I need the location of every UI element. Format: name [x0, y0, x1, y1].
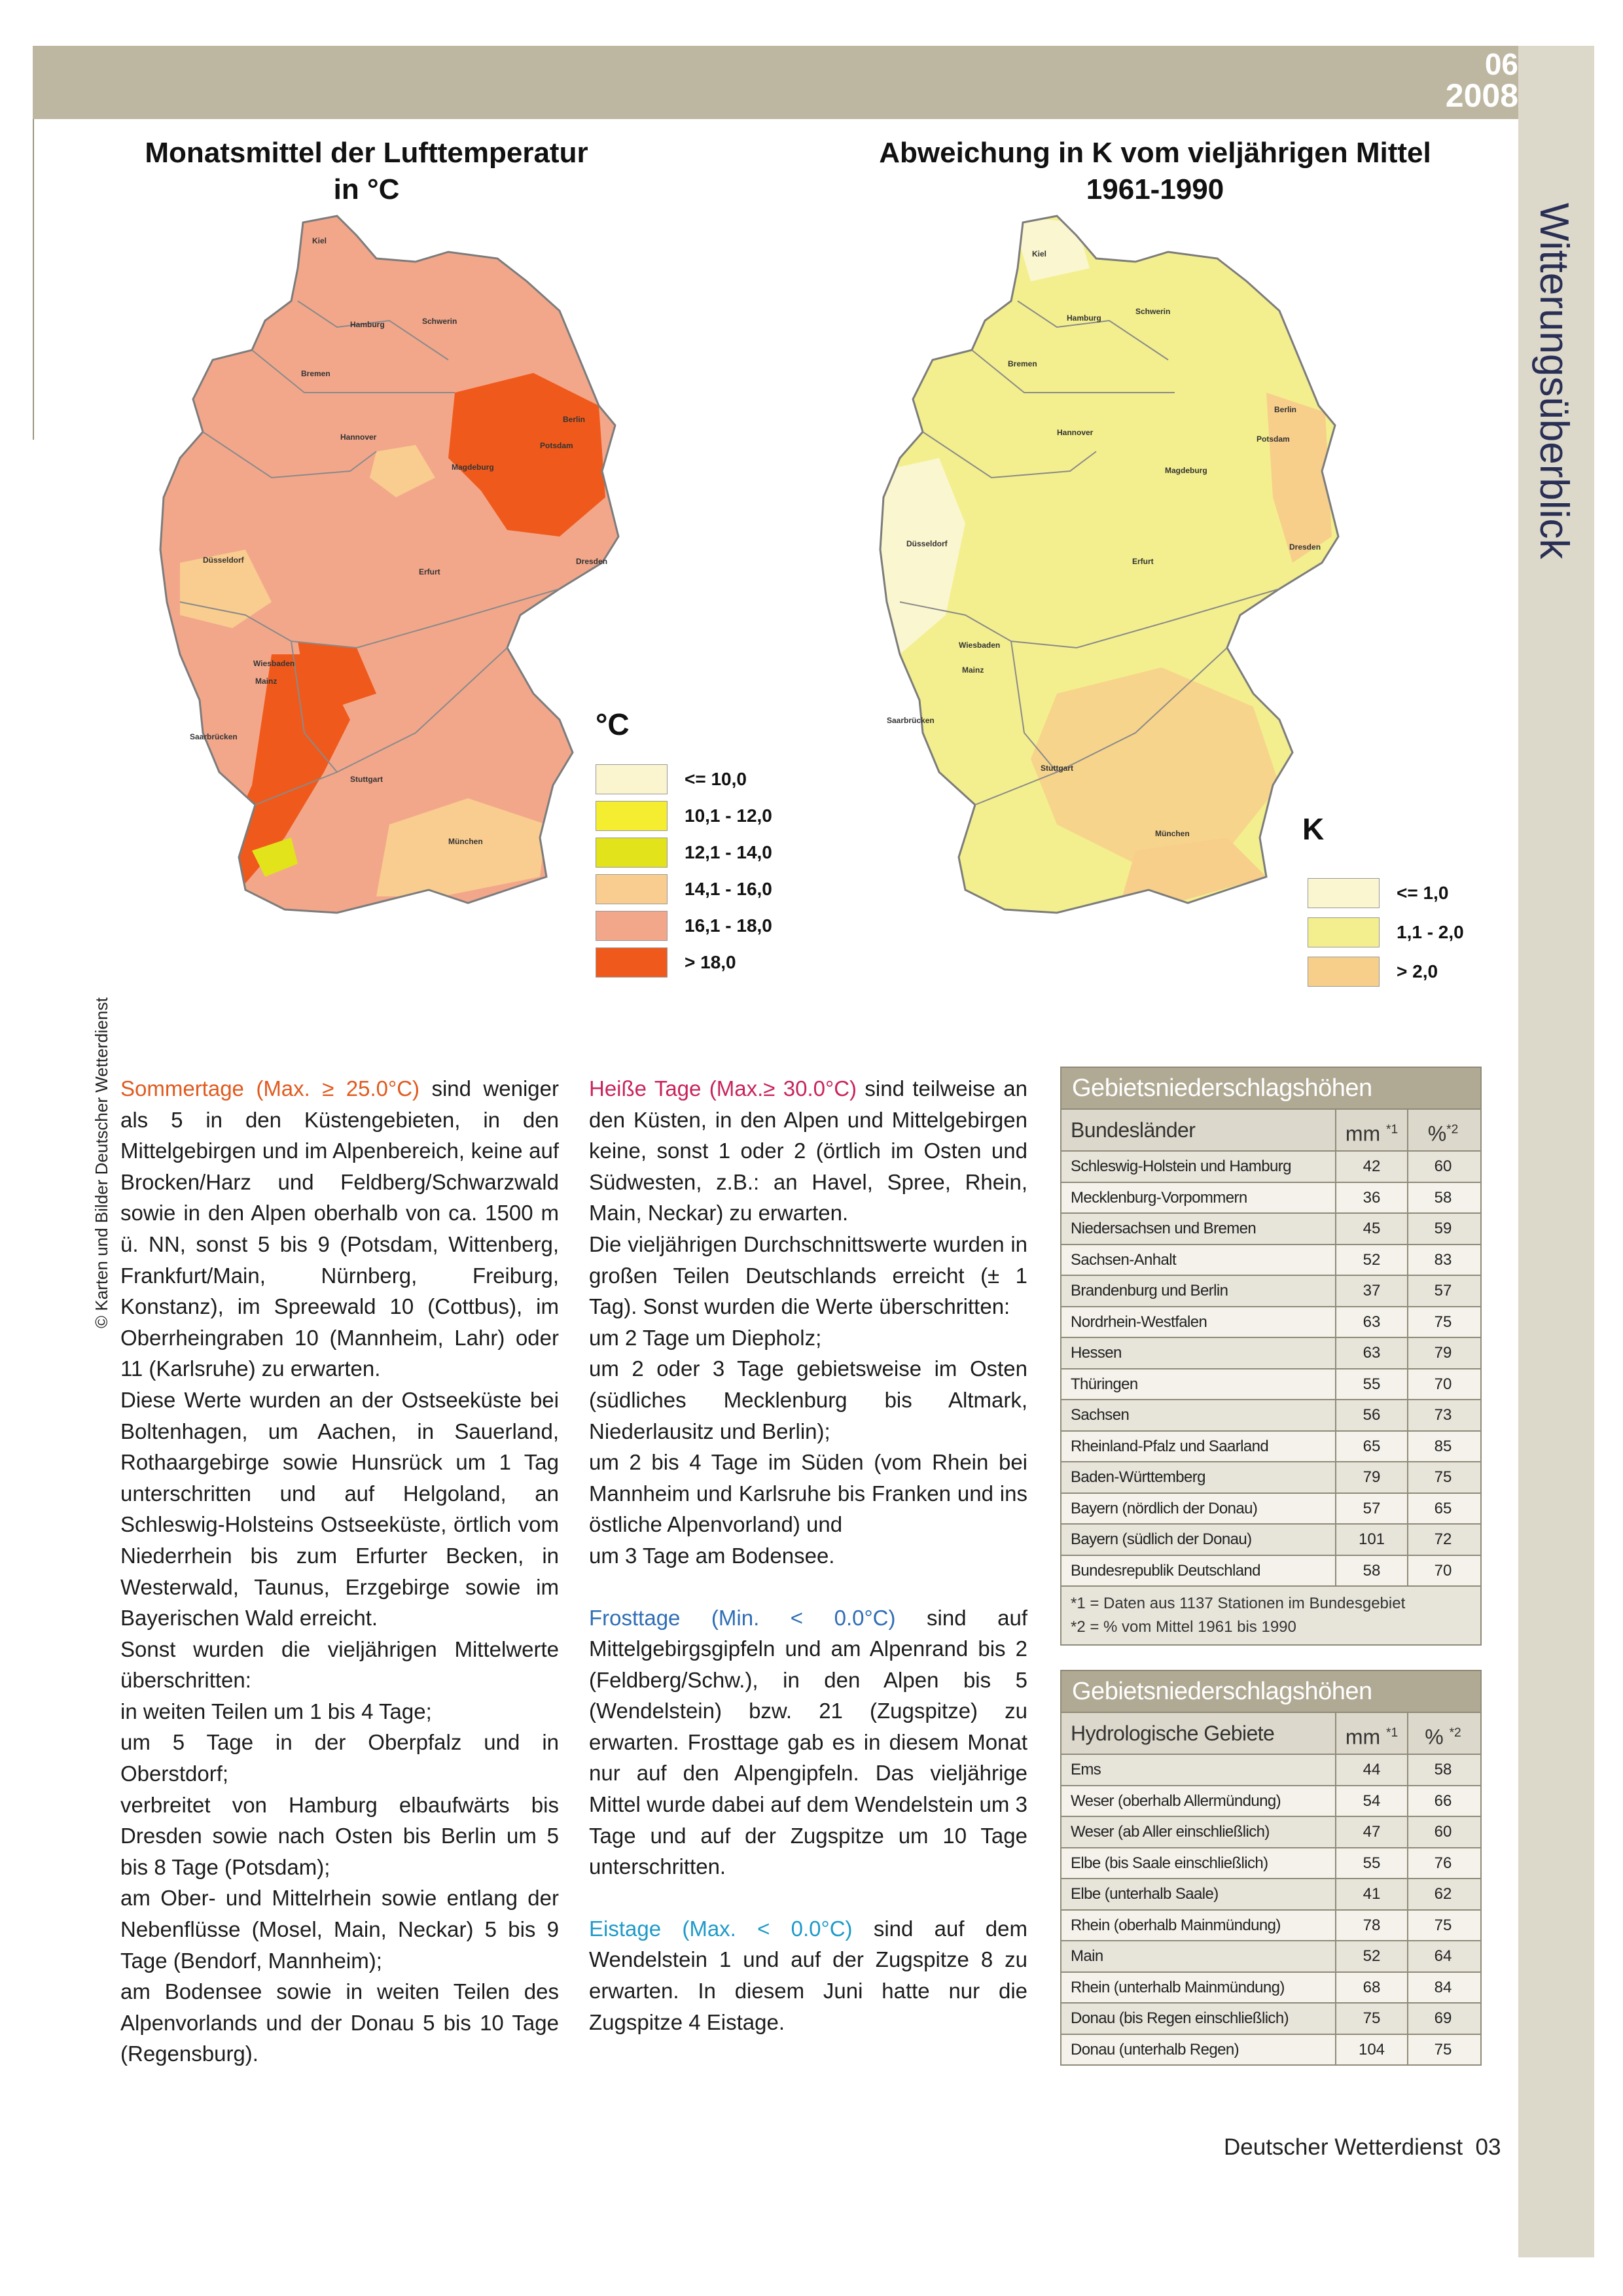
table-cell-pc: 57	[1434, 1282, 1452, 1299]
table-cell-mm: 78	[1336, 1911, 1408, 1941]
map1-city-bremen: Bremen	[301, 369, 330, 378]
map2-city-bremen: Bremen	[1008, 359, 1037, 368]
map1-legend-item	[596, 838, 772, 868]
table-row	[1061, 1492, 1480, 1524]
table-row	[1061, 1754, 1480, 1785]
table2-header	[1061, 1712, 1480, 1754]
col1-para-7: am Ober- und Mittelrhein sowie entlang der Nebenflüsse (Mosel, Main, Neckar) 5 bis 9 Tage (Bendorf, Mannheim);	[120, 1886, 559, 1973]
table-cell-name: Sachsen-Anhalt	[1061, 1245, 1336, 1275]
table-cell-mm: 57	[1336, 1494, 1408, 1524]
table2-title: Gebietsniederschlagshöhen	[1061, 1671, 1480, 1712]
table-cell-mm: 41	[1336, 1879, 1408, 1909]
table-cell-pc: 58	[1434, 1188, 1452, 1207]
map2-legend-swatch	[1308, 917, 1380, 947]
side-title	[1531, 203, 1577, 559]
map2-city-kiel: Kiel	[1032, 249, 1047, 258]
table1-note-2: *2 = % vom Mittel 1961 bis 1990	[1071, 1618, 1296, 1636]
table-cell-pc: 83	[1434, 1250, 1452, 1269]
table2-col-mm: mm $^{*1}$	[1336, 1713, 1408, 1754]
col2-text-heisse-tage: sind teilweise an den Küsten, in den Alpen und Mittelgebirgen keine, sonst 1 oder 2 (örtlich im Osten und Südwesten, z.B.: an Havel, Spree, Rhein, Main, Neckar) zu erwarten.	[589, 1076, 1027, 1226]
table-cell-name: Bayern (nördlich der Donau)	[1061, 1494, 1336, 1524]
table-cell-mm: 58	[1336, 1556, 1408, 1586]
text-column-2	[589, 1073, 1027, 2038]
table-row	[1061, 1306, 1480, 1337]
map1-city-stuttgart: Stuttgart	[350, 775, 383, 784]
table-cell-name: Baden-Württemberg	[1061, 1462, 1336, 1492]
table-cell-pc: 64	[1434, 1947, 1452, 1965]
table-cell-name: Weser (ab Aller einschließlich)	[1061, 1817, 1336, 1847]
table-cell-pc: 65	[1434, 1499, 1452, 1517]
map2-city-schwerin: Schwerin	[1135, 307, 1171, 316]
map1-city-saarbruecken: Saarbrücken	[190, 732, 238, 741]
map1-legend-item	[596, 764, 747, 794]
table1-title: Gebietsniederschlagshöhen	[1061, 1068, 1480, 1108]
col2-para-2: Die vieljährigen Durchschnittswerte wurden in großen Teilen Deutschlands erreicht (± 1 Tag). Sonst wurden die Werte überschritten:	[589, 1231, 1027, 1319]
col1-para-sommertage	[120, 1073, 559, 1385]
map1-city-mainz: Mainz	[255, 677, 277, 686]
table-cell-name: Main	[1061, 1941, 1336, 1971]
table1-col-pct: %$^{*2}$	[1427, 1122, 1459, 1146]
table-cell-pc: 60	[1434, 1823, 1452, 1841]
table-cell-mm: 63	[1336, 1338, 1408, 1368]
table-cell-mm: 104	[1336, 2035, 1408, 2065]
map2-legend-swatch	[1308, 878, 1380, 908]
side-title-text: Witterungsüberblick	[1531, 203, 1577, 559]
table-cell-pc: 69	[1434, 2009, 1452, 2027]
table-cell-name: Schleswig-Holstein und Hamburg	[1061, 1152, 1336, 1182]
map1-city-magdeburg: Magdeburg	[452, 463, 494, 472]
table-cell-name: Weser (oberhalb Allermündung)	[1061, 1786, 1336, 1816]
table-cell-pc: 59	[1434, 1220, 1452, 1237]
image-credit	[92, 936, 118, 1328]
col2-para-4: um 2 oder 3 Tage gebietsweise im Osten (südliches Mecklenburg bis Altmark, Niederlausitz und Berlin);	[589, 1356, 1027, 1443]
map1-legend-swatch	[596, 838, 668, 868]
table-row	[1061, 1816, 1480, 1847]
table-row	[1061, 1430, 1480, 1462]
map1-legend-item	[596, 874, 772, 904]
table-row	[1061, 2034, 1480, 2065]
table-row	[1061, 1878, 1480, 1909]
col2-para-3: um 2 Tage um Diepholz;	[589, 1325, 822, 1350]
col1-para-3: Sonst wurden die vieljährigen Mittelwerte überschritten:	[120, 1636, 559, 1693]
map2-city-magdeburg: Magdeburg	[1165, 466, 1207, 475]
table-cell-name: Niedersachsen und Bremen	[1061, 1214, 1336, 1244]
col2-para-eistage	[589, 1913, 1027, 2038]
map2-city-duesseldorf: Düsseldorf	[906, 539, 948, 548]
table-cell-name: Donau (unterhalb Regen)	[1061, 2035, 1336, 2065]
map2-city-hamburg: Hamburg	[1067, 313, 1101, 323]
map2-city-muenchen: München	[1155, 829, 1190, 838]
table-cell-mm: 42	[1336, 1152, 1408, 1182]
table-cell-name: Nordrhein-Westfalen	[1061, 1307, 1336, 1337]
precip-table-states	[1060, 1067, 1482, 1646]
footer-org: Deutscher Wetterdienst	[1224, 2134, 1463, 2160]
map2-city-stuttgart: Stuttgart	[1041, 764, 1073, 773]
table-cell-mm: 63	[1336, 1307, 1408, 1337]
map1-legend-label: <= 10,0	[685, 769, 747, 789]
table-cell-mm: 79	[1336, 1462, 1408, 1492]
table-cell-name: Sachsen	[1061, 1400, 1336, 1430]
map1-city-potsdam: Potsdam	[540, 441, 573, 450]
map1-legend-swatch	[596, 801, 668, 831]
map1-legend-label: > 18,0	[685, 952, 736, 972]
table-cell-mm: 37	[1336, 1276, 1408, 1306]
table-row	[1061, 1847, 1480, 1879]
table2-col-pct: % $^{*2}$	[1425, 1725, 1461, 1749]
table-cell-mm: 101	[1336, 1525, 1408, 1555]
table1-note-1: *1 = Daten aus 1137 Stationen im Bundesgebiet	[1071, 1595, 1406, 1612]
table-row	[1061, 1150, 1480, 1182]
map2-title-line1: Abweichung in K vom vieljährigen Mittel	[879, 137, 1431, 169]
map1-legend-swatch	[596, 911, 668, 941]
table1-header	[1061, 1108, 1480, 1150]
table-cell-pc: 85	[1434, 1437, 1452, 1455]
table-cell-pc: 58	[1434, 1761, 1452, 1778]
map1-legend-label: 16,1 - 18,0	[685, 915, 772, 936]
map2-city-saarbruecken: Saarbrücken	[887, 716, 935, 725]
table-cell-name: Brandenburg und Berlin	[1061, 1276, 1336, 1306]
col1-lead-sommertage: Sommertage (Max. ≥ 25.0°C)	[120, 1076, 420, 1101]
table-cell-pc: 75	[1434, 2040, 1452, 2058]
table-cell-name: Elbe (bis Saale einschließlich)	[1061, 1848, 1336, 1879]
col2-lead-heisse-tage: Heiße Tage (Max.≥ 30.0°C)	[589, 1076, 857, 1101]
col2-para-5: um 2 bis 4 Tage im Süden (vom Rhein bei Mannheim und Karlsruhe bis Franken und ins östliche Alpenvorland) und	[589, 1450, 1027, 1537]
col2-para-heisse-tage	[589, 1073, 1027, 1229]
table-cell-mm: 68	[1336, 1973, 1408, 2003]
map2-legend-label: <= 1,0	[1397, 883, 1449, 903]
table-cell-mm: 55	[1336, 1848, 1408, 1879]
table-cell-pc: 75	[1434, 1468, 1452, 1486]
col1-para-2: Diese Werte wurden an der Ostseeküste bei Boltenhagen, um Aachen, in Sauerland, Rothaargebirge sowie Hunsrück um 1 Tag unterschritten und auf Helgoland, an Schleswig-Holsteins Ostseeküste, örtlich vom Niederrhein bis zum Erfurter Becken, in Westerwald, Taunus, Erzgebirge sowie im Bayerischen Wald erreicht.	[120, 1387, 559, 1631]
map1-city-dresden: Dresden	[576, 557, 608, 566]
col1-text-sommertage: sind weniger als 5 in den Küstengebieten, in den Mittelgebirgen und im Alpenbereich, keine auf Brocken/Harz und Feldberg/Schwarzwald sowie in den Alpen oberhalb von ca. 1500 m ü. NN, sonst 5 bis 9 (Potsdam, Wittenberg, Frankfurt/Main, Nürnberg, Freiburg, Konstanz), im Spreewald 10 (Cottbus), im Oberrheingraben 10 (Mannheim, Lahr) oder 11 (Karlsruhe) zu erwarten.	[120, 1076, 559, 1381]
table-cell-pc: 72	[1434, 1530, 1452, 1548]
table-row	[1061, 1523, 1480, 1555]
table-cell-name: Rhein (unterhalb Mainmündung)	[1061, 1973, 1336, 2003]
table-cell-pc: 79	[1434, 1344, 1452, 1362]
table-cell-pc: 76	[1434, 1854, 1452, 1872]
map2-legend-label: 1,1 - 2,0	[1397, 922, 1464, 942]
map1-legend-item	[596, 911, 772, 941]
table-row	[1061, 2002, 1480, 2034]
col1-para-4: in weiten Teilen um 1 bis 4 Tage;	[120, 1699, 432, 1723]
table1-notes	[1061, 1585, 1480, 1644]
table-cell-pc: 66	[1434, 1792, 1452, 1810]
table-row	[1061, 1212, 1480, 1244]
col2-text-frosttage: sind auf Mittelgebirgsgipfeln und am Alpenrand bis 2 (Feldberg/Schw.), in den Alpen bis 5 (Wendelstein) bzw. 21 (Zugspitze) zu erwarten. Frosttage gab es in diesem Monat nur auf den Alpengipfeln. Das vieljährige Mittel wurde dabei auf dem Wendelstein um 3 Tage und auf der Zugspitze um 10 Tage unterschritten.	[589, 1605, 1028, 1879]
anomaly-map	[861, 196, 1358, 936]
col2-text-eistage: sind auf dem Wendelstein 1 und auf der Zugspitze 8 zu erwarten. In diesem Juni hatte nur die Zugspitze 4 Eistage.	[589, 1916, 1027, 2034]
map1-city-erfurt: Erfurt	[419, 567, 440, 576]
col2-spacer-2	[589, 1882, 1027, 1913]
table-cell-pc: 62	[1434, 1885, 1452, 1903]
table2-body	[1061, 1754, 1480, 2064]
table-cell-mm: 54	[1336, 1786, 1408, 1816]
col2-lead-frosttage: Frosttage (Min. < 0.0°C)	[589, 1605, 896, 1630]
table-row	[1061, 1244, 1480, 1275]
table-row	[1061, 1909, 1480, 1941]
map2-legend-title: K	[1302, 812, 1325, 846]
col2-lead-eistage: Eistage (Max. < 0.0°C)	[589, 1916, 853, 1941]
map1-legend-item	[596, 947, 736, 978]
table-row	[1061, 1555, 1480, 1586]
table-cell-pc: 70	[1434, 1561, 1452, 1580]
map1-city-hannover: Hannover	[340, 433, 377, 442]
table-cell-name: Ems	[1061, 1755, 1336, 1785]
map2-legend-swatch	[1308, 957, 1380, 987]
map1-city-kiel: Kiel	[312, 236, 327, 245]
table-cell-mm: 45	[1336, 1214, 1408, 1244]
page-number: 03	[1475, 2134, 1501, 2160]
issue-month: 06	[1484, 47, 1518, 81]
table-cell-name: Mecklenburg-Vorpommern	[1061, 1183, 1336, 1213]
table-cell-name: Hessen	[1061, 1338, 1336, 1368]
table-row	[1061, 1275, 1480, 1306]
map2-legend-item	[1308, 917, 1464, 947]
table-cell-name: Rheinland-Pfalz und Saarland	[1061, 1432, 1336, 1462]
map2-title-line2: 1961-1990	[1086, 173, 1224, 205]
map1-legend-label: 14,1 - 16,0	[685, 879, 772, 899]
table-cell-name: Bundesrepublik Deutschland	[1061, 1556, 1336, 1586]
map2-legend-item	[1308, 878, 1448, 908]
table2-col-name: Hydrologische Gebiete	[1061, 1713, 1336, 1754]
map1-legend-swatch	[596, 764, 668, 794]
table-cell-pc: 70	[1434, 1375, 1452, 1393]
map1-legend-label: 12,1 - 14,0	[685, 842, 772, 862]
table1-col-name: Bundesländer	[1061, 1110, 1336, 1150]
text-column-1	[120, 1073, 559, 2070]
map2-city-berlin: Berlin	[1274, 405, 1297, 414]
table-cell-name: Elbe (unterhalb Saale)	[1061, 1879, 1336, 1909]
table-row	[1061, 1971, 1480, 2003]
table-cell-mm: 56	[1336, 1400, 1408, 1430]
table-cell-mm: 52	[1336, 1245, 1408, 1275]
map1-city-muenchen: München	[448, 837, 483, 846]
map1-city-berlin: Berlin	[563, 415, 586, 424]
map2-city-hannover: Hannover	[1057, 428, 1094, 437]
map1-legend-title: °C	[596, 707, 630, 741]
image-credit-text: © Karten und Bilder Deutscher Wetterdienst	[92, 997, 111, 1328]
map2-legend-label: > 2,0	[1397, 961, 1438, 981]
table-cell-pc: 84	[1434, 1978, 1452, 1996]
col1-para-8: am Bodensee sowie in weiten Teilen des Alpenvorlands und der Donau 5 bis 10 Tage (Regensburg).	[120, 1979, 559, 2066]
table-row	[1061, 1337, 1480, 1368]
table-row	[1061, 1785, 1480, 1816]
table-row	[1061, 1461, 1480, 1492]
map1-city-wiesbaden: Wiesbaden	[253, 659, 295, 668]
col2-spacer	[589, 1572, 1027, 1602]
left-divider	[33, 119, 34, 440]
table-cell-name: Thüringen	[1061, 1369, 1336, 1400]
map2-city-dresden: Dresden	[1289, 542, 1321, 552]
table-cell-mm: 75	[1336, 2004, 1408, 2034]
map1-legend-item	[596, 801, 772, 831]
table-cell-pc: 73	[1434, 1406, 1452, 1424]
temperature-map	[141, 196, 638, 936]
table-row	[1061, 1368, 1480, 1400]
table1-body	[1061, 1150, 1480, 1585]
table-cell-mm: 47	[1336, 1817, 1408, 1847]
table-cell-pc: 75	[1434, 1313, 1452, 1331]
table-cell-name: Bayern (südlich der Donau)	[1061, 1525, 1336, 1555]
precip-table-basins	[1060, 1670, 1482, 2066]
table-cell-mm: 36	[1336, 1183, 1408, 1213]
table-row	[1061, 1182, 1480, 1213]
header-bar	[33, 46, 1518, 119]
col2-para-6: um 3 Tage am Bodensee.	[589, 1543, 835, 1568]
table-cell-mm: 55	[1336, 1369, 1408, 1400]
table-cell-name: Rhein (oberhalb Mainmündung)	[1061, 1911, 1336, 1941]
col1-para-5: um 5 Tage in der Oberpfalz und in Oberstdorf;	[120, 1730, 559, 1786]
map2-city-wiesbaden: Wiesbaden	[959, 641, 1001, 650]
table-cell-mm: 52	[1336, 1941, 1408, 1971]
page-footer	[1224, 2134, 1501, 2161]
map1-legend-swatch	[596, 874, 668, 904]
table-cell-pc: 75	[1434, 1916, 1452, 1934]
col1-para-6: verbreitet von Hamburg elbaufwärts bis Dresden sowie nach Osten bis Berlin um 5 bis 8 Tage (Potsdam);	[120, 1792, 559, 1879]
map1-city-duesseldorf: Düsseldorf	[203, 556, 244, 565]
map1-city-schwerin: Schwerin	[422, 317, 457, 326]
map1-title: Monatsmittel der Lufttemperatur in °C	[145, 137, 588, 205]
table-row	[1061, 1940, 1480, 1971]
table-cell-mm: 44	[1336, 1755, 1408, 1785]
issue-number	[1445, 47, 1518, 114]
col2-para-frosttage	[589, 1602, 1027, 1882]
map2-legend-item	[1308, 957, 1438, 987]
map1-legend-swatch	[596, 947, 668, 978]
table-row	[1061, 1399, 1480, 1430]
table-cell-name: Donau (bis Regen einschließlich)	[1061, 2004, 1336, 2034]
map1-city-hamburg: Hamburg	[350, 320, 385, 329]
map2-city-mainz: Mainz	[962, 665, 984, 675]
map2-city-potsdam: Potsdam	[1257, 434, 1290, 444]
map1-legend-label: 10,1 - 12,0	[685, 805, 772, 826]
table1-col-mm: mm $^{*1}$	[1336, 1110, 1408, 1150]
issue-year: 2008	[1445, 77, 1518, 114]
table-cell-mm: 65	[1336, 1432, 1408, 1462]
map2-city-erfurt: Erfurt	[1132, 557, 1154, 566]
table-cell-pc: 60	[1434, 1157, 1452, 1175]
